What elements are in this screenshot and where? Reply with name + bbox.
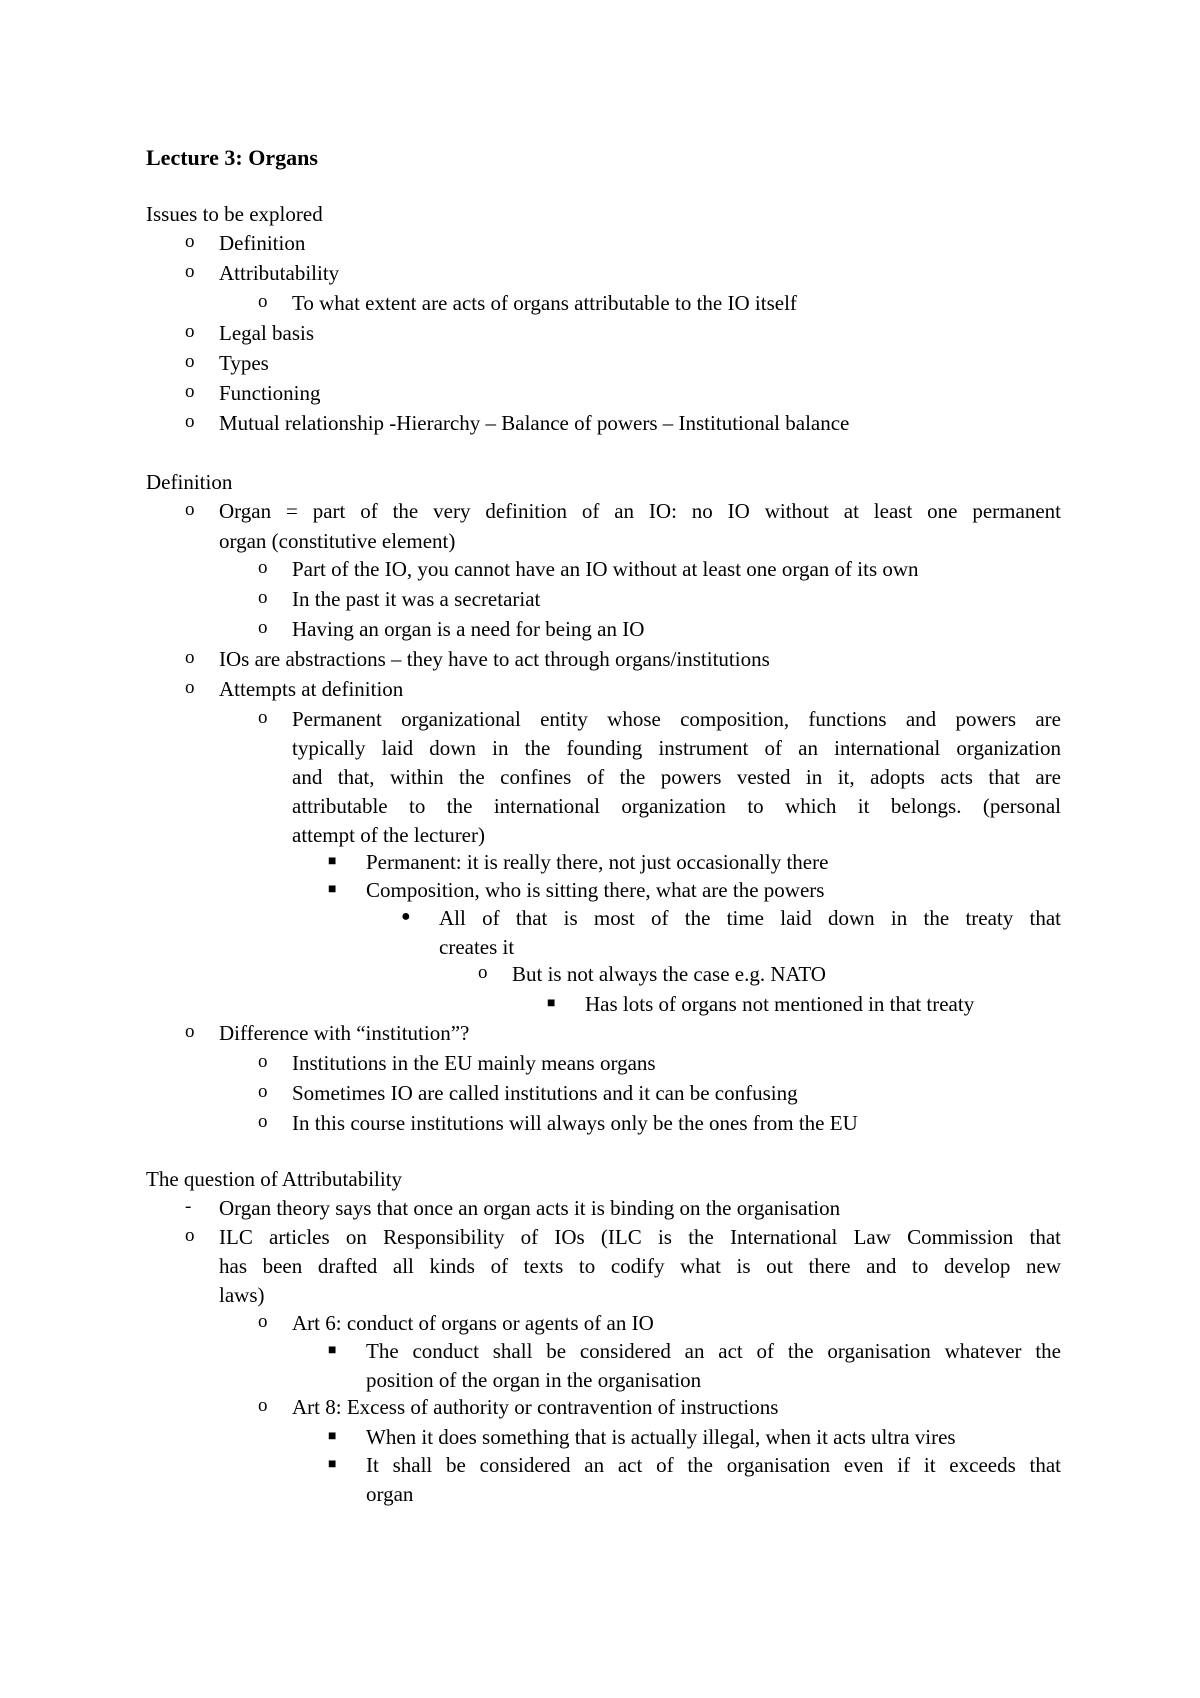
- list-item: o IOs are abstractions – they have to act through organs/institutions: [185, 647, 770, 671]
- circle-bullet-icon: o: [185, 647, 195, 668]
- dot-bullet-icon: ●: [401, 908, 411, 925]
- circle-bullet-icon: o: [258, 1395, 268, 1416]
- list-item: o Part of the IO, you cannot have an IO without at least one organ of its own: [258, 557, 919, 581]
- list-item: o In the past it was a secretariat: [258, 587, 541, 611]
- list-item: o Having an organ is a need for being an IO: [258, 617, 645, 641]
- circle-bullet-icon: o: [185, 411, 195, 432]
- list-item: ● All of that is most of the time laid down in the treaty that creates it: [401, 906, 1061, 959]
- list-item: o Difference with “institution”?: [185, 1021, 470, 1045]
- list-item: ■ Has lots of organs not mentioned in that treaty: [547, 992, 975, 1016]
- list-item: o Functioning: [185, 381, 321, 405]
- list-item: o To what extent are acts of organs attributable to the IO itself: [258, 291, 797, 315]
- square-bullet-icon: ■: [328, 1429, 337, 1444]
- circle-bullet-icon: o: [258, 557, 268, 578]
- list-item: ■ The conduct shall be considered an act of the organisation whatever the position of the organ in the organisation: [328, 1339, 1061, 1392]
- list-item: ■ When it does something that is actually illegal, when it acts ultra vires: [328, 1425, 956, 1449]
- list-item: o Sometimes IO are called institutions and it can be confusing: [258, 1081, 798, 1105]
- circle-bullet-icon: o: [258, 291, 268, 312]
- circle-bullet-icon: o: [185, 381, 195, 402]
- list-item: - Organ theory says that once an organ acts it is binding on the organisation: [185, 1196, 841, 1220]
- square-bullet-icon: ■: [547, 996, 556, 1011]
- circle-bullet-icon: o: [258, 1311, 268, 1332]
- list-item: o Attempts at definition: [185, 677, 404, 701]
- list-item: ■ Composition, who is sitting there, what are the powers: [328, 878, 825, 902]
- circle-bullet-icon: o: [478, 962, 488, 983]
- circle-bullet-icon: o: [185, 261, 195, 282]
- circle-bullet-icon: o: [258, 617, 268, 638]
- list-item: o But is not always the case e.g. NATO: [478, 962, 826, 986]
- list-item: o Mutual relationship -Hierarchy – Balance of powers – Institutional balance: [185, 411, 850, 435]
- square-bullet-icon: ■: [328, 882, 337, 897]
- list-item: ■ Permanent: it is really there, not just occasionally there: [328, 850, 829, 874]
- square-bullet-icon: ■: [328, 1457, 337, 1472]
- list-item: o In this course institutions will always only be the ones from the EU: [258, 1111, 858, 1135]
- list-item: o Permanent organizational entity whose composition, functions and powers are typically laid down in the founding instrument of an international organization and that, within the confines of the powers vested in it, adopts acts that are attributable to the international organization to which it belongs. (personal attempt of the lecturer): [258, 707, 1061, 847]
- list-item: o ILC articles on Responsibility of IOs (ILC is the International Law Commission that has been drafted all kinds of texts to codify what is out there and to develop new laws): [185, 1225, 1061, 1307]
- list-item: o Organ = part of the very definition of an IO: no IO without at least one permanent organ (constitutive element): [185, 499, 1061, 553]
- lecture-title: Lecture 3: Organs: [146, 145, 318, 170]
- dash-bullet-icon: -: [185, 1196, 192, 1217]
- list-item: o Art 6: conduct of organs or agents of an IO: [258, 1311, 654, 1335]
- circle-bullet-icon: o: [185, 1225, 195, 1246]
- circle-bullet-icon: o: [185, 231, 195, 252]
- issues-heading: Issues to be explored: [146, 202, 323, 226]
- list-item: ■ It shall be considered an act of the organisation even if it exceeds that organ: [328, 1453, 1061, 1506]
- list-item: o Types: [185, 351, 269, 375]
- list-item: o Institutions in the EU mainly means organs: [258, 1051, 656, 1075]
- circle-bullet-icon: o: [258, 1081, 268, 1102]
- circle-bullet-icon: o: [258, 1051, 268, 1072]
- definition-heading: Definition: [146, 470, 233, 494]
- circle-bullet-icon: o: [185, 1021, 195, 1042]
- circle-bullet-icon: o: [185, 677, 195, 698]
- list-item: o Attributability: [185, 261, 340, 285]
- attributability-heading: The question of Attributability: [146, 1167, 403, 1191]
- circle-bullet-icon: o: [258, 707, 268, 728]
- square-bullet-icon: ■: [328, 1343, 337, 1358]
- circle-bullet-icon: o: [185, 351, 195, 372]
- list-item: o Art 8: Excess of authority or contravention of instructions: [258, 1395, 779, 1419]
- circle-bullet-icon: o: [258, 587, 268, 608]
- circle-bullet-icon: o: [185, 321, 195, 342]
- circle-bullet-icon: o: [258, 1111, 268, 1132]
- circle-bullet-icon: o: [185, 499, 195, 520]
- list-item: o Legal basis: [185, 321, 315, 345]
- square-bullet-icon: ■: [328, 854, 337, 869]
- list-item: o Definition: [185, 231, 306, 255]
